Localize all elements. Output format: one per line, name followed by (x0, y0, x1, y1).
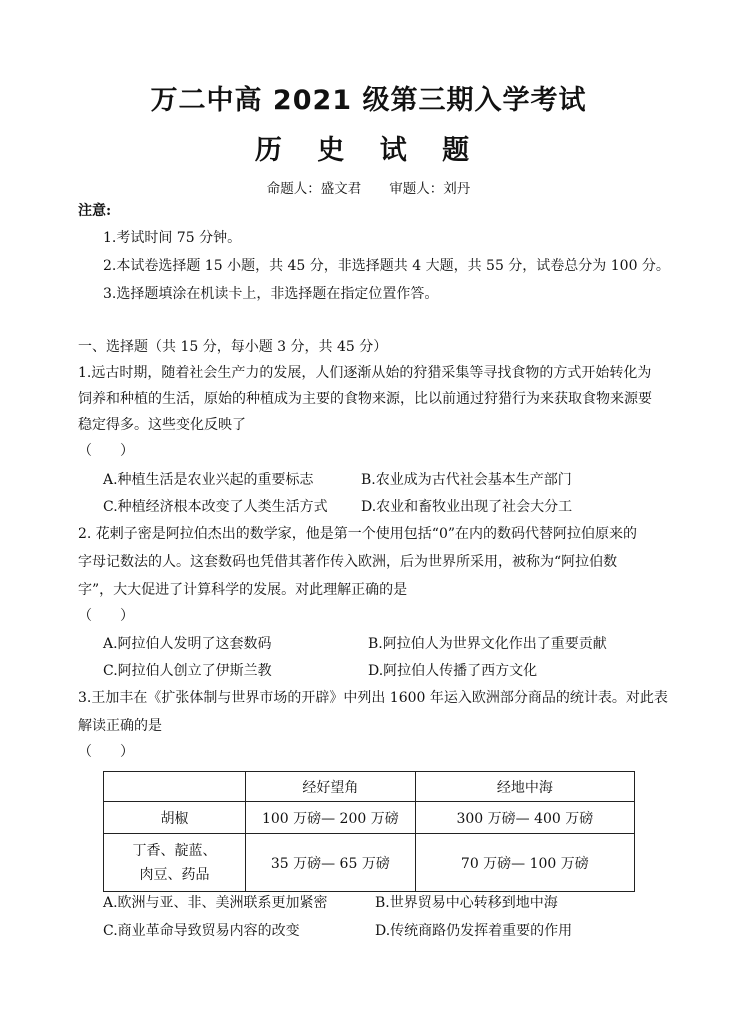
question-3-option-b: B.世界贸易中心转移到地中海 (375, 895, 558, 911)
table-cell: 丁香、靛蓝、 肉豆、药品 (104, 834, 246, 892)
question-1-stem-line: 稳定得多。这些变化反映了 (78, 417, 246, 433)
question-2-option-d: D.阿拉伯人传播了西方文化 (368, 663, 538, 679)
question-1-option-b: B.农业成为古代社会基本生产部门 (361, 472, 572, 488)
notice-item: 2.本试卷选择题 15 小题，共 45 分，非选择题共 4 大题，共 55 分，试卷总分为 100 分。 (103, 258, 670, 274)
table-cell: 300 万磅— 400 万磅 (415, 802, 634, 834)
question-1-answer-bracket: （ ） (78, 443, 134, 459)
table-row (104, 834, 635, 892)
question-3-stem-line: 3.王加丰在《扩张体制与世界市场的开辟》中列出 1600 年运入欧洲部分商品的统计表。对此表 (78, 690, 668, 706)
question-1-option-d: D.农业和畜牧业出现了社会大分工 (361, 499, 573, 515)
question-2-option-a: A.阿拉伯人发明了这套数码 (103, 636, 272, 652)
question-1-stem-line: 1.远古时期，随着社会生产力的发展，人们逐渐从始的狩猎采集等寻找食物的方式开始转化为 (78, 365, 652, 381)
table-cell: 胡椒 (104, 802, 246, 834)
question-3-option-c: C.商业革命导致贸易内容的改变 (103, 923, 300, 939)
question-1-option-c: C.种植经济根本改变了人类生活方式 (103, 499, 328, 515)
goods-statistics-table (103, 771, 635, 892)
table-cell: 35 万磅— 65 万磅 (245, 834, 415, 892)
question-2-stem-line: 字”，大大促进了计算科学的发展。对此理解正确的是 (78, 582, 408, 598)
reviewer-name: 审题人：刘丹 (389, 181, 471, 197)
notice-label: 注意: (78, 203, 112, 219)
author-line (0, 177, 737, 197)
question-3-answer-bracket: （ ） (78, 744, 134, 760)
setter-name: 命题人：盛文君 (266, 181, 362, 197)
question-1-option-a: A.种植生活是农业兴起的重要标志 (103, 472, 314, 488)
question-2-option-c: C.阿拉伯人创立了伊斯兰教 (103, 663, 272, 679)
question-2-option-b: B.阿拉伯人为世界文化作出了重要贡献 (368, 636, 607, 652)
table-row (104, 802, 635, 834)
notice-item: 1.考试时间 75 分钟。 (103, 230, 242, 246)
table-header-cell (104, 772, 246, 802)
question-2-stem-line: 字母记数法的人。这套数码也凭借其著作传入欧洲，后为世界所采用，被称为“阿拉伯数 (78, 554, 618, 570)
table-header-cell: 经好望角 (245, 772, 415, 802)
notice-item: 3.选择题填涂在机读卡上，非选择题在指定位置作答。 (103, 286, 439, 302)
section-heading: 一、选择题（共 15 分，每小题 3 分，共 45 分） (78, 339, 388, 355)
table-cell: 70 万磅— 100 万磅 (415, 834, 634, 892)
question-2-answer-bracket: （ ） (78, 608, 134, 624)
subject-title: 历 史 试 题 (254, 135, 483, 166)
question-2-stem-line: 2. 花剌子密是阿拉伯杰出的数学家，他是第一个使用包括“0”在内的数码代替阿拉伯原来的 (78, 526, 638, 542)
table-cell: 100 万磅— 200 万磅 (245, 802, 415, 834)
exam-title: 万二中高 2021 级第三期入学考试 (150, 85, 587, 116)
question-1-stem-line: 饲养和种植的生活，原始的种植成为主要的食物来源，比以前通过狩猎行为来获取食物来源要 (78, 391, 652, 407)
table-header-cell: 经地中海 (415, 772, 634, 802)
table-header-row (104, 772, 635, 802)
question-3-option-a: A.欧洲与亚、非、美洲联系更加紧密 (103, 895, 328, 911)
question-3-option-d: D.传统商路仍发挥着重要的作用 (375, 923, 573, 939)
question-3-stem-line: 解读正确的是 (78, 718, 162, 734)
